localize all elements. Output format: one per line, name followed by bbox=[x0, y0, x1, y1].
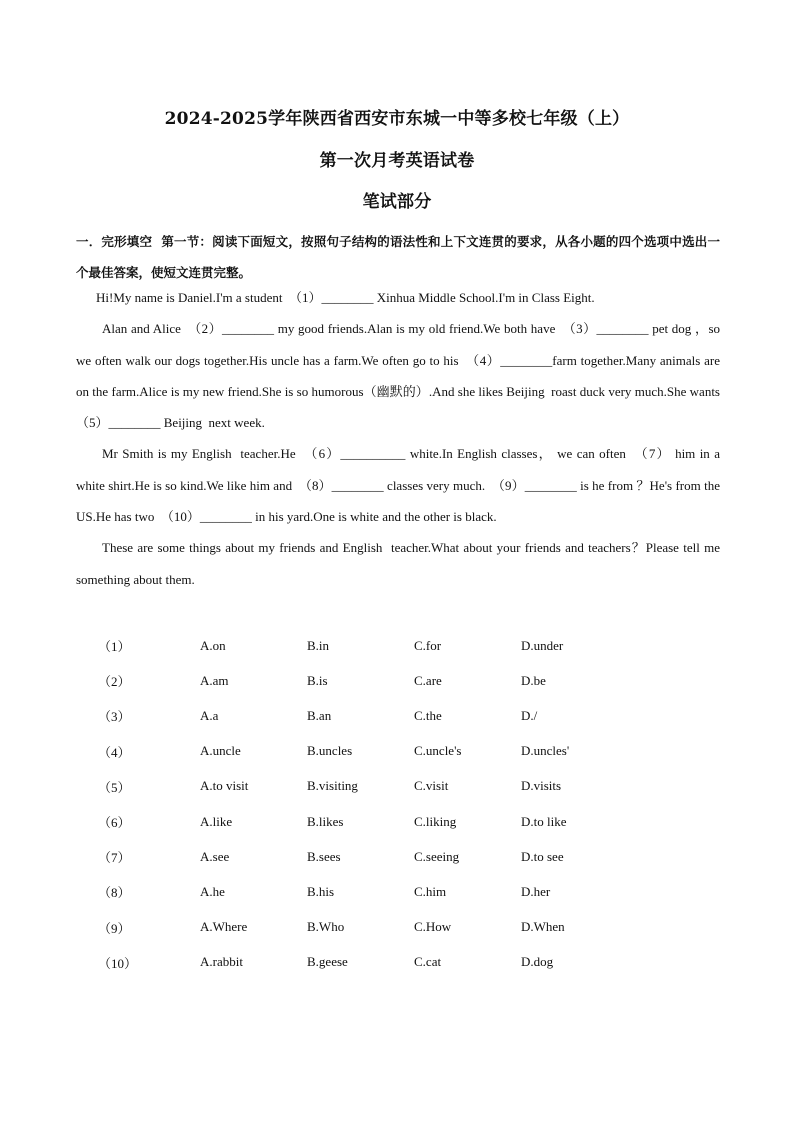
option-a: A.rabbit bbox=[200, 954, 243, 970]
option-a: A.on bbox=[200, 637, 226, 653]
question-number: （2） bbox=[98, 674, 131, 690]
option-d: D.When bbox=[521, 919, 565, 935]
question-row bbox=[98, 874, 698, 909]
option-a: A.a bbox=[200, 707, 219, 723]
option-c: C.the bbox=[414, 707, 442, 723]
question-number: （3） bbox=[98, 709, 131, 725]
option-b: B.visiting bbox=[307, 778, 358, 794]
exam-subtitle: 第一次月考英语试卷 bbox=[319, 151, 475, 171]
option-d: D.under bbox=[521, 637, 564, 653]
question-number: （6） bbox=[98, 815, 131, 831]
option-c: C.are bbox=[414, 672, 442, 688]
question-row bbox=[98, 945, 698, 980]
option-d: D.visits bbox=[521, 778, 562, 794]
passage-paragraph: These are some things about my friends and English teacher.What about your friends and teachers？Please tell me something about them. bbox=[76, 540, 724, 587]
passage-paragraph: Hi!My name is Daniel.I'm a student （1）________ Xinhua Middle School.I'm in Class Eight. bbox=[96, 290, 595, 305]
cloze-passage bbox=[76, 282, 727, 595]
option-d: D.to see bbox=[521, 848, 564, 864]
option-d: D.be bbox=[521, 672, 546, 688]
option-b: B.is bbox=[307, 672, 328, 688]
question-row bbox=[98, 804, 698, 839]
option-c: C.How bbox=[414, 919, 452, 935]
option-c: C.seeing bbox=[414, 848, 460, 864]
option-a: A.he bbox=[200, 883, 225, 899]
question-number: （7） bbox=[98, 850, 131, 866]
option-a: A.Where bbox=[200, 919, 248, 935]
question-row bbox=[98, 663, 698, 698]
option-b: B.an bbox=[307, 707, 332, 723]
option-b: B.his bbox=[307, 883, 335, 899]
option-a: A.like bbox=[200, 813, 233, 829]
question-number: （4） bbox=[98, 744, 131, 760]
option-a: A.am bbox=[200, 672, 229, 688]
section-title: 笔试部分 bbox=[362, 192, 432, 212]
question-number: （8） bbox=[98, 885, 131, 901]
cloze-instruction: 一．完形填空 第一节：阅读下面短文，按照句子结构的语法性和上下文连贯的要求，从各小题的四个选项中选出一个最佳答案，使短文连贯完整。 bbox=[76, 234, 720, 280]
question-row bbox=[98, 769, 698, 804]
question-number: （9） bbox=[98, 920, 131, 936]
option-c: C.liking bbox=[414, 813, 457, 829]
option-d: D.to like bbox=[521, 813, 567, 829]
option-c: C.uncle's bbox=[414, 743, 462, 759]
answer-options bbox=[98, 628, 698, 980]
option-d: D./ bbox=[521, 707, 538, 723]
question-row bbox=[98, 734, 698, 769]
question-row bbox=[98, 910, 698, 945]
option-a: A.to visit bbox=[200, 778, 249, 794]
option-d: D.her bbox=[521, 883, 551, 899]
question-row bbox=[98, 698, 698, 733]
option-c: C.cat bbox=[414, 954, 442, 970]
option-b: B.uncles bbox=[307, 743, 353, 759]
option-b: B.likes bbox=[307, 813, 344, 829]
option-c: C.for bbox=[414, 637, 442, 653]
exam-title: 2024-2025学年陕西省西安市东城一中等多校七年级（上） bbox=[164, 109, 630, 129]
question-number: （10） bbox=[98, 955, 138, 971]
option-c: C.visit bbox=[414, 778, 449, 794]
passage-paragraph: Alan and Alice （2）________ my good friends.Alan is my old friend.We both have （3）________ pet dog ，so we often walk our dogs together.His uncle has a farm.We often go to his （4）________farm together.Many animals are on the farm.Alice is my new friend.She is so humorous（幽默的）.And she likes Beijing roast duck very much.She wants （5）________ Beijing next week. bbox=[76, 321, 727, 431]
question-row bbox=[98, 839, 698, 874]
question-row bbox=[98, 628, 698, 663]
question-number: （5） bbox=[98, 779, 131, 795]
option-b: B.in bbox=[307, 637, 330, 653]
question-number: （1） bbox=[98, 639, 131, 655]
option-d: D.dog bbox=[521, 954, 554, 970]
option-b: B.sees bbox=[307, 848, 341, 864]
option-d: D.uncles' bbox=[521, 743, 570, 759]
option-a: A.uncle bbox=[200, 743, 241, 759]
option-c: C.him bbox=[414, 883, 447, 899]
option-b: B.Who bbox=[307, 919, 345, 935]
option-a: A.see bbox=[200, 848, 230, 864]
option-b: B.geese bbox=[307, 954, 348, 970]
passage-paragraph: Mr Smith is my English teacher.He （6）__________ white.In English classes， we can often （7） him in a white shirt.He is so kind.We like him and （8）________ classes very much. （9）________ is he from ？He's from the US.He has two （10）________ in his yard.One is white and the other is black. bbox=[76, 446, 724, 525]
